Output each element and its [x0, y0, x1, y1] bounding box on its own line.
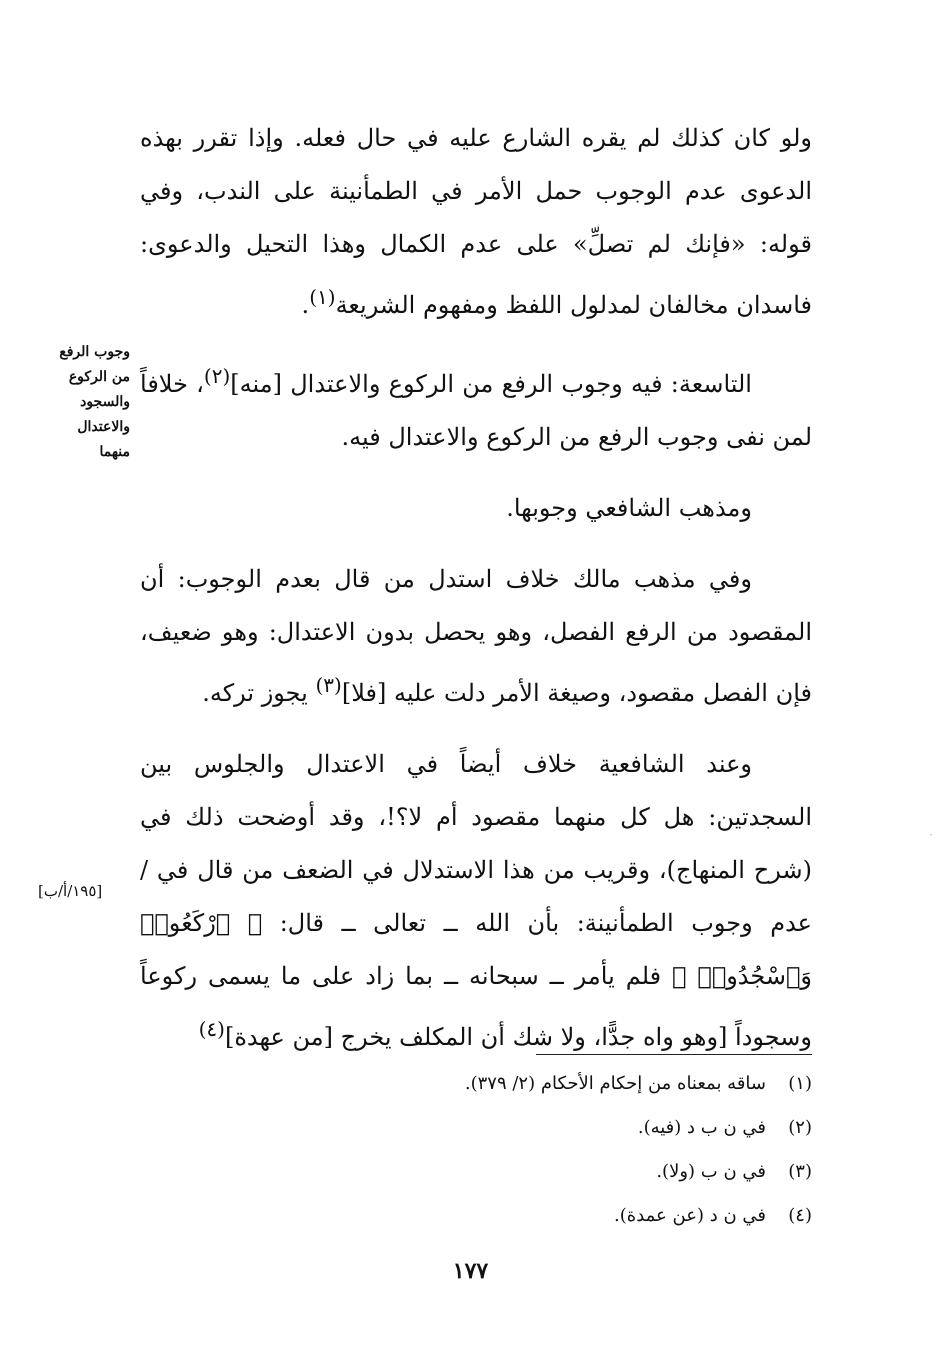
- paragraph-3-text: ومذهب الشافعي وجوبها.: [506, 494, 752, 522]
- footnote-item: [140, 1106, 812, 1150]
- scan-speck: ·: [929, 828, 933, 842]
- footnote-number: (٤): [788, 1205, 812, 1226]
- margin-heading: [26, 340, 130, 465]
- paragraph-3: [140, 482, 812, 535]
- margin-heading-line: منهما: [99, 444, 130, 460]
- paragraph-2-end: ، خلافاً لمن نفى وجوب الرفع من الركوع والاعتدال فيه.: [140, 370, 812, 451]
- margin-heading-line: والاعتدال: [77, 419, 130, 435]
- margin-heading-line: وجوب الرفع: [59, 344, 130, 360]
- margin-heading-line: من الركوع: [68, 369, 130, 385]
- main-text: [140, 112, 812, 1064]
- footnote-item: [140, 1150, 812, 1194]
- footnote-number: (٣): [788, 1161, 812, 1182]
- footnote-ref-1[interactable]: (١): [309, 285, 336, 309]
- paragraph-2: [140, 350, 812, 464]
- manuscript-folio-marker: [١٩٥/أ/ب]: [38, 882, 103, 900]
- paragraph-1-end: .: [301, 291, 310, 319]
- page-number: ١٧٧: [452, 1258, 489, 1284]
- paragraph-4-text: وفي مذهب مالك خلاف استدل من قال بعدم الوجوب: أن المقصود من الرفع الفصل، وهو يحصل بدون الاعتدال: وهو ضعيف، فإن الفصل مقصود، وصيغة الأمر دلت عليه [فلا]: [140, 565, 812, 707]
- footnote-item: [140, 1194, 812, 1238]
- footnote-item: [140, 1062, 812, 1106]
- paragraph-2-text: التاسعة: فيه وجوب الرفع من الركوع والاعتدال [منه]: [230, 370, 752, 398]
- paragraph-4-end: يجوز تركه.: [202, 679, 316, 707]
- footnote-number: (٢): [788, 1117, 812, 1138]
- footnote-text: في ن ب (ولا).: [656, 1161, 766, 1182]
- footnotes: [140, 1062, 812, 1238]
- paragraph-5-text: وعند الشافعية خلاف أيضاً في الاعتدال والجلوس بين السجدتين: هل كل منهما مقصود أم لا؟!، وقد أوضحت ذلك في (شرح المنهاج)، وقريب من هذا الاستدلال في الضعف من قال في / عدم وجوب الطمأنينة: بأن الله ــ تعالى ــ قال: ﴿ ٱرْكَعُوا۟ وَٱسْجُدُوا۟ ﴾ فلم يأمر ــ سبحانه ــ بما زاد على ما يسمى ركوعاً وسجوداً [وهو واه جدًّا، ولا شك أن المكلف يخرج [من عهدة]: [140, 750, 812, 1051]
- footnote-text: في ن د (عن عمدة).: [614, 1205, 766, 1226]
- footnote-ref-4[interactable]: (٤): [198, 1017, 225, 1041]
- paragraph-1: [140, 112, 812, 332]
- footnote-text: ساقه بمعناه من إحكام الأحكام (٢/ ٣٧٩).: [464, 1073, 766, 1094]
- paragraph-1-text: ولو كان كذلك لم يقره الشارع عليه في حال فعله. وإذا تقرر بهذه الدعوى عدم الوجوب حمل الأمر في الطمأنينة على الندب، وفي قوله: «فإنك لم تصلِّ» على عدم الكمال وهذا التحيل والدعوى: فاسدان مخالفان لمدلول اللفظ ومفهوم الشريعة: [140, 124, 812, 319]
- footnote-text: في ن ب د (فيه).: [637, 1117, 766, 1138]
- footnote-ref-2[interactable]: (٢): [203, 364, 231, 388]
- footnote-number: (١): [788, 1073, 812, 1094]
- paragraph-5: [140, 738, 812, 1064]
- margin-heading-line: والسجود: [80, 394, 130, 410]
- footnote-divider: [536, 1054, 812, 1055]
- paragraph-4: [140, 553, 812, 720]
- footnote-ref-3[interactable]: (٣): [315, 673, 342, 697]
